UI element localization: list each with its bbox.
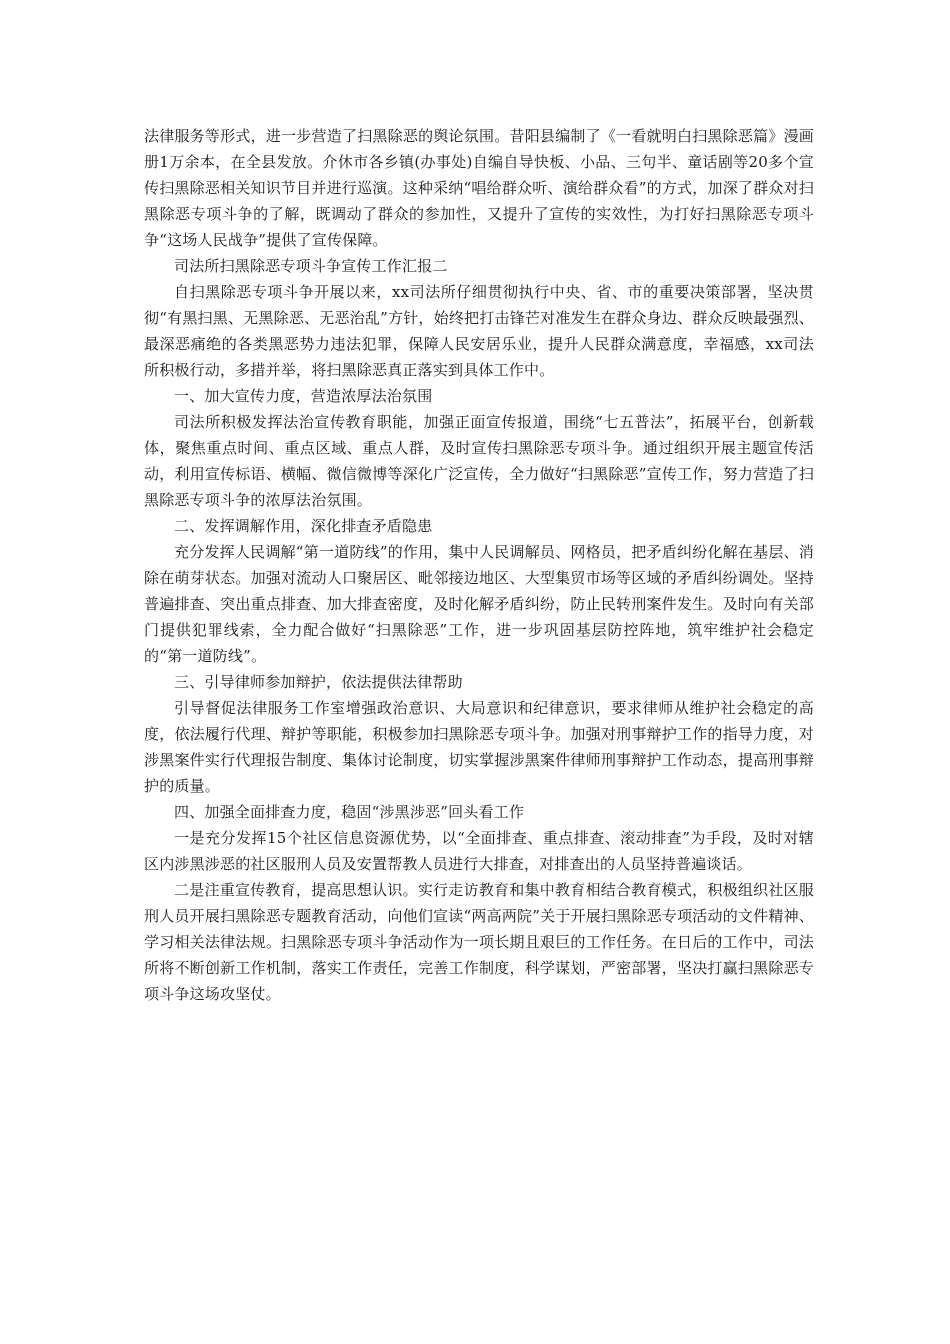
paragraph-one: 司法所积极发挥法治宣传教育职能，加强正面宣传报道，围绕“七五普法”，拓展平台，创新载体，聚焦重点时间、重点区域、重点人群，及时宣传扫黑除恶专项斗争。通过组织开展主题宣传活动，利用宣传标语、横幅、微信微博等深化广泛宣传，全力做好“扫黑除恶”宣传工作，努力营造了扫黑除恶专项斗争的浓厚法治氛围。 bbox=[144, 413, 814, 509]
paragraph-four-a: 一是充分发挥15个社区信息资源优势，以“全面排查、重点排查、滚动排查”为手段，及时对辖区内涉黑涉恶的社区服刑人员及安置帮教人员进行大排查，对排查出的人员坚持普遍谈话。 bbox=[144, 829, 814, 873]
heading-three: 三、引导律师参加辩护，依法提供法律帮助 bbox=[174, 673, 463, 691]
paragraph-continuation: 法律服务等形式，进一步营造了扫黑除恶的舆论氛围。昔阳县编制了《一看就明白扫黑除恶篇》漫画册1万余本，在全县发放。介休市各乡镇(办事处)自编自导快板、小品、三句半、童话剧等20多个宣传扫黑除恶相关知识节目并进行巡演。这种采纳“唱给群众听、演给群众看”的方式，加深了群众对扫黑除恶专项斗争的了解，既调动了群众的参加性，又提升了宣传的实效性，为打好扫黑除恶专项斗争“这场人民战争”提供了宣传保障。 bbox=[144, 127, 814, 249]
heading-one: 一、加大宣传力度，营造浓厚法治氛围 bbox=[174, 387, 433, 405]
paragraph-intro: 自扫黑除恶专项斗争开展以来，xx司法所仔细贯彻执行中央、省、市的重要决策部署，坚决贯彻“有黑扫黑、无黑除恶、无恶治乱”方针，始终把打击锋芒对准发生在群众身边、群众反映最强烈、最深恶痛绝的各类黑恶势力违法犯罪，保障人民安居乐业，提升人民群众满意度，幸福感，xx司法所积极行动，多措并举，将扫黑除恶真正落实到具体工作中。 bbox=[144, 283, 814, 379]
paragraph-two: 充分发挥人民调解“第一道防线”的作用，集中人民调解员、网格员，把矛盾纠纷化解在基层、消除在萌芽状态。加强对流动人口聚居区、毗邻接边地区、大型集贸市场等区域的矛盾纠纷调处。坚持普遍排查、突出重点排查、加大排查密度，及时化解矛盾纠纷，防止民转刑案件发生。及时向有关部门提供犯罪线索，全力配合做好“扫黑除恶”工作，进一步巩固基层防控阵地，筑牢维护社会稳定的“第一道防线”。 bbox=[144, 543, 814, 665]
document-body bbox=[144, 123, 814, 1007]
heading-two: 二、发挥调解作用，深化排查矛盾隐患 bbox=[174, 517, 433, 535]
paragraph-three: 引导督促法律服务工作室增强政治意识、大局意识和纪律意识，要求律师从维护社会稳定的高度，依法履行代理、辩护等职能，积极参加扫黑除恶专项斗争。加强对刑事辩护工作的指导力度，对涉黑案件实行代理报告制度、集体讨论制度，切实掌握涉黑案件律师刑事辩护工作动态，提高刑事辩护的质量。 bbox=[144, 699, 814, 795]
paragraph-four-b: 二是注重宣传教育，提高思想认识。实行走访教育和集中教育相结合教育模式，积极组织社区服刑人员开展扫黑除恶专题教育活动，向他们宣读“两高两院”关于开展扫黑除恶专项活动的文件精神、学习相关法律法规。扫黑除恶专项斗争活动作为一项长期且艰巨的工作任务。在日后的工作中，司法所将不断创新工作机制，落实工作责任，完善工作制度，科学谋划，严密部署，坚决打赢扫黑除恶专项斗争这场攻坚仗。 bbox=[144, 881, 814, 1003]
section-title: 司法所扫黑除恶专项斗争宣传工作汇报二 bbox=[174, 257, 448, 275]
heading-four: 四、加强全面排查力度，稳固“涉黑涉恶”回头看工作 bbox=[174, 803, 525, 821]
